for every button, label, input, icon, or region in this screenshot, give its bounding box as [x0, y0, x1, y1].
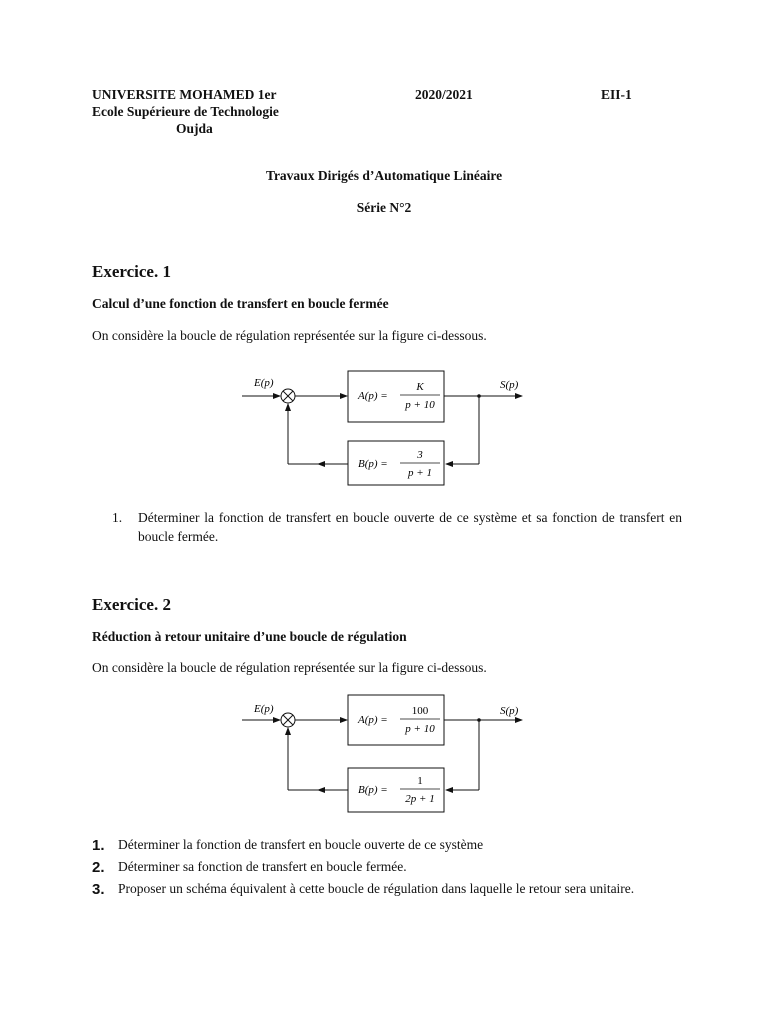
question-item: [92, 879, 682, 923]
exercise-1-block-diagram: [236, 368, 536, 488]
class-label: EII-1: [601, 87, 632, 102]
forward-numerator: 100: [411, 705, 429, 717]
exercise-1-subtitle: Calcul d’une fonction de transfert en boucle fermée: [92, 296, 389, 311]
feedback-numerator: 1: [417, 775, 423, 787]
series-number: Série N°2: [356, 200, 412, 215]
question-text: Déterminer sa fonction de transfert en boucle fermée.: [118, 859, 407, 874]
exercise-2-subtitle: Réduction à retour unitaire d’une boucle de régulation: [92, 629, 407, 644]
question-number: 2.: [92, 859, 105, 876]
input-label: E(p): [254, 703, 274, 715]
exercise-1-intro: On considère la boucle de régulation représentée sur la figure ci-dessous.: [92, 328, 487, 343]
question-text: Déterminer la fonction de transfert en boucle ouverte de ce système et sa fonction de transfert en boucle fermée.: [138, 510, 682, 544]
exercise-2-intro: On considère la boucle de régulation représentée sur la figure ci-dessous.: [92, 660, 487, 675]
question-item: [92, 835, 682, 857]
question-number: 1.: [92, 837, 105, 854]
exercise-1-questions: [92, 508, 682, 546]
forward-denominator: p + 10: [405, 723, 435, 735]
question-item: [92, 857, 682, 879]
question-text: Déterminer la fonction de transfert en boucle ouverte de ce système: [118, 837, 484, 852]
forward-lhs: A(p) =: [358, 714, 388, 726]
question-number: 1.: [112, 510, 123, 525]
feedback-numerator: 3: [417, 449, 423, 461]
exercise-2-questions: [92, 835, 682, 923]
school-city: Oujda: [176, 121, 213, 136]
exercise-2-block-diagram: [236, 692, 536, 816]
forward-denominator: p + 10: [405, 399, 435, 411]
question-number: 3.: [92, 881, 105, 898]
feedback-lhs: B(p) =: [358, 784, 388, 796]
document-title: Travaux Dirigés d’Automatique Linéaire: [265, 168, 503, 183]
school-name: Ecole Supérieure de Technologie: [92, 104, 279, 119]
exercise-1-title: Exercice. 1: [92, 262, 171, 281]
feedback-denominator: 2p + 1: [405, 793, 435, 805]
university-name: UNIVERSITE MOHAMED 1er: [92, 87, 277, 102]
output-label: S(p): [500, 705, 519, 717]
forward-lhs: A(p) =: [358, 390, 388, 402]
academic-year: 2020/2021: [415, 87, 473, 102]
forward-numerator: K: [416, 381, 424, 393]
exercise-2-title: Exercice. 2: [92, 595, 171, 614]
feedback-denominator: p + 1: [408, 467, 432, 479]
feedback-lhs: B(p) =: [358, 458, 388, 470]
question-text: Proposer un schéma équivalent à cette boucle de régulation dans laquelle le retour sera unitaire.: [118, 881, 635, 896]
output-label: S(p): [500, 379, 519, 391]
input-label: E(p): [254, 377, 274, 389]
